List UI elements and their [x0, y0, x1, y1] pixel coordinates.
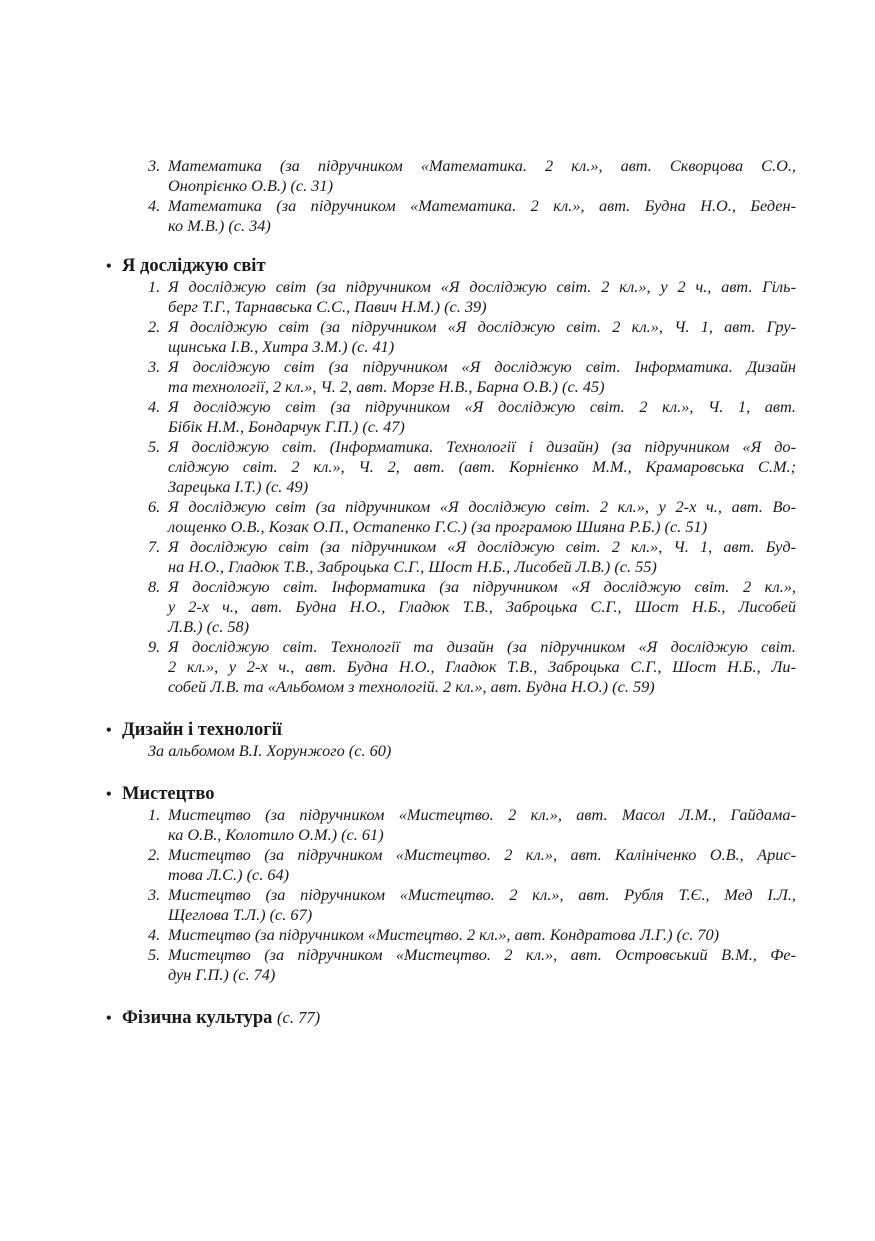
- item-number: 2.: [148, 845, 161, 864]
- item-number: 5.: [148, 437, 161, 456]
- list-item: [106, 357, 796, 397]
- item-text-line: това Л.С.) (с. 64): [168, 865, 290, 884]
- item-text-line: Я досліджую світ. Інформатика (за підручником «Я досліджую світ. 2 кл.»,: [168, 577, 796, 596]
- item-text-line: Я досліджую світ (за підручником «Я досліджую світ. Інформатика. Дизайн: [168, 357, 796, 376]
- item-text-line: Онопрієнко О.В.) (с. 31): [168, 176, 333, 195]
- item-text-line: Я досліджую світ. Технології та дизайн (за підручником «Я досліджую світ.: [168, 637, 796, 656]
- item-text-line: Я досліджую світ (за підручником «Я досліджую світ. 2 кл.», Ч. 1, авт. Буд-: [168, 537, 796, 556]
- list-item: [106, 277, 796, 317]
- item-text-line: берг Т.Г., Тарнавська С.С., Павич Н.М.) (с. 39): [168, 297, 487, 316]
- list-item: [106, 925, 796, 945]
- item-text-line: у 2-х ч., авт. Будна Н.О., Гладюк Т.В., Заброцька С.Г., Шост Н.Б., Лисобей: [168, 597, 796, 616]
- item-text-line: Мистецтво (за підручником «Мистецтво. 2 кл.», авт. Островський В.М., Фе-: [168, 945, 796, 964]
- item-number: 3.: [148, 156, 161, 175]
- item-text-line: Я досліджую світ (за підручником «Я досліджую світ. 2 кл.», у 2 ч., авт. Гіль-: [168, 277, 796, 296]
- item-text-line: Я досліджую світ. (Інформатика. Технології і дизайн) (за підручником «Я до-: [168, 437, 796, 456]
- list-item: [106, 497, 796, 537]
- list-item: [106, 885, 796, 925]
- item-text-line: Зарецька І.Т.) (с. 49): [168, 477, 309, 496]
- section-heading: [106, 719, 796, 741]
- item-text-line: та технології, 2 кл.», Ч. 2, авт. Морзе Н.В., Барна О.В.) (с. 45): [168, 377, 605, 396]
- item-number: 4.: [148, 397, 161, 416]
- list-item: [106, 537, 796, 577]
- list-item: [106, 805, 796, 845]
- item-number: 1.: [148, 805, 161, 824]
- document-page: [106, 156, 796, 1051]
- section: [106, 255, 796, 697]
- item-text-line: Мистецтво (за підручником «Мистецтво. 2 кл.», авт. Кондратова Л.Г.) (с. 70): [168, 925, 720, 944]
- list-item: [106, 577, 796, 637]
- section: [106, 783, 796, 985]
- item-text-line: дун Г.П.) (с. 74): [168, 965, 276, 984]
- list-item: [106, 196, 796, 236]
- item-text-line: ко М.В.) (с. 34): [168, 216, 271, 235]
- item-number: 4.: [148, 196, 161, 215]
- item-text-line: Щеглова Т.Л.) (с. 67): [168, 905, 313, 924]
- list-item: [106, 637, 796, 697]
- item-text-line: на Н.О., Гладюк Т.В., Заброцька С.Г., Шост Н.Б., Лисобей Л.В.) (с. 55): [168, 557, 657, 576]
- item-text-line: щинська І.В., Хитра З.М.) (с. 41): [168, 337, 395, 356]
- item-text-line: лощенко О.В., Козак О.П., Остапенко Г.С.) (за програмою Шияна Р.Б.) (с. 51): [168, 517, 708, 536]
- item-text-line: собей Л.В. та «Альбомом з технологій. 2 кл.», авт. Будна Н.О.) (с. 59): [168, 677, 655, 696]
- list-item: [106, 945, 796, 985]
- section: [106, 1007, 796, 1029]
- section-title: Мистецтво: [122, 784, 215, 804]
- item-text-line: ка О.В., Колотило О.М.) (с. 61): [168, 825, 384, 844]
- list-item: [106, 397, 796, 437]
- item-number: 5.: [148, 945, 161, 964]
- section-title: Дизайн і технології: [122, 720, 282, 740]
- list-item: [106, 317, 796, 357]
- item-text-line: Я досліджую світ (за підручником «Я досліджую світ. 2 кл.», Ч. 1, авт.: [168, 397, 796, 416]
- item-text-line: Математика (за підручником «Математика. 2 кл.», авт. Будна Н.О., Беден-: [168, 196, 796, 215]
- item-text-line: Я досліджую світ (за підручником «Я досліджую світ. 2 кл.», у 2-х ч., авт. Во-: [168, 497, 796, 516]
- item-number: 4.: [148, 925, 161, 944]
- section: [106, 719, 796, 761]
- item-text-line: Я досліджую світ (за підручником «Я досліджую світ. 2 кл.», Ч. 1, авт. Гру-: [168, 317, 796, 336]
- bullet-icon: •: [106, 722, 112, 739]
- list-item: [106, 437, 796, 497]
- item-text-line: Мистецтво (за підручником «Мистецтво. 2 кл.», авт. Калініченко О.В., Арис-: [168, 845, 796, 864]
- item-number: 6.: [148, 497, 161, 516]
- section-heading: [106, 255, 796, 277]
- item-text-line: Бібік Н.М., Бондарчук Г.П.) (с. 47): [168, 417, 405, 436]
- page-reference: (с. 77): [277, 1008, 321, 1027]
- section-heading: [106, 783, 796, 805]
- list-item: [106, 156, 796, 196]
- section-note: За альбомом В.І. Хорунжого (с. 60): [148, 741, 392, 760]
- bullet-icon: •: [106, 786, 112, 803]
- section-heading: [106, 1007, 796, 1029]
- item-text-line: Математика (за підручником «Математика. 2 кл.», авт. Скворцова С.О.,: [168, 156, 796, 175]
- bullet-icon: •: [106, 1010, 112, 1027]
- item-number: 1.: [148, 277, 161, 296]
- item-text-line: Мистецтво (за підручником «Мистецтво. 2 кл.», авт. Масол Л.М., Гайдама-: [168, 805, 796, 824]
- item-number: 3.: [148, 885, 161, 904]
- item-text-line: Мистецтво (за підручником «Мистецтво. 2 кл.», авт. Рубля Т.Є., Мед І.Л.,: [168, 885, 796, 904]
- item-text-line: Л.В.) (с. 58): [168, 617, 250, 636]
- item-number: 7.: [148, 537, 161, 556]
- item-number: 9.: [148, 637, 161, 656]
- section-title: Я досліджую світ: [122, 256, 266, 276]
- list-item: [106, 845, 796, 885]
- item-number: 2.: [148, 317, 161, 336]
- item-number: 3.: [148, 357, 161, 376]
- bullet-icon: •: [106, 258, 112, 275]
- section: [106, 156, 796, 236]
- item-text-line: 2 кл.», у 2-х ч., авт. Будна Н.О., Гладюк Т.В., Заброцька С.Г., Шост Н.Б., Ли-: [168, 657, 796, 676]
- section-title: Фізична культура: [122, 1008, 273, 1028]
- item-number: 8.: [148, 577, 161, 596]
- item-text-line: сліджую світ. 2 кл.», Ч. 2, авт. (авт. Корнієнко М.М., Крамаровська С.М.;: [168, 457, 796, 476]
